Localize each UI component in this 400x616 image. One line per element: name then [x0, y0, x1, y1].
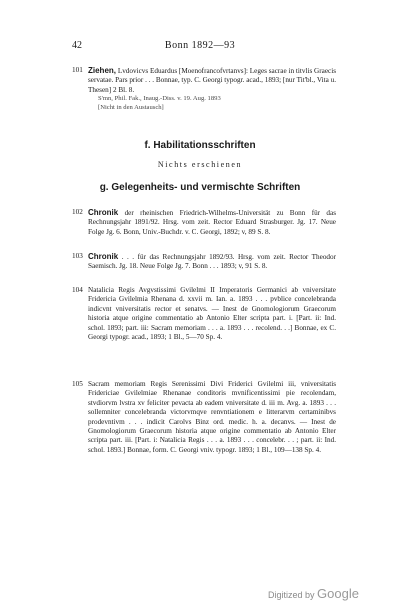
entry-text: . . . für das Rechnungsjahr 1892/93. Hrsg. vom zeit. Rector Theodor Saemisch. Jg. 18. Neue Folge Jg. 7. Bonn . . . 1893; v, 91 S. 8.	[88, 253, 337, 271]
entry-104	[72, 286, 336, 342]
entry-number: 101	[72, 66, 83, 74]
section-title: f. Habilitationsschriften	[144, 140, 256, 151]
entry-number: 104	[72, 286, 83, 294]
entry-author: Chronik	[88, 252, 119, 261]
entry-text: der rheinischen Friedrich-Wilhelms-Universität zu Bonn für das Rechnungsjahr 1891/92. Hrsg. vom zeit. Rector Eduard Strasburger. Jg. 17. Neue Folge Jg. 6. Bonn, Univ.-Buchdr. v. C. Georgi, 1892; v, 89 S. 8.	[88, 209, 336, 236]
entry-number: 103	[72, 252, 83, 260]
entry-102	[72, 208, 336, 237]
section-subtitle: Nichts erschienen	[157, 160, 243, 169]
watermark-prefix: Digitized by	[268, 590, 315, 600]
entry-number: 105	[72, 380, 83, 388]
digitization-watermark	[268, 586, 359, 601]
google-logo: Google	[317, 586, 359, 601]
entry-note: [Nicht in den Austausch]	[98, 103, 164, 111]
running-title: Bonn 1892—93	[164, 40, 236, 51]
entry-author: Chronik	[88, 208, 119, 217]
entry-text: Lvdovicvs Eduardus [Moenofrancofvrtanvs]: Leges sacrae in titvlis Graecis servatae. Pars prior . . . Bonnae, typ. C. Georgi typogr. acad., 1893; [nur Tit'bl., Vita u. Thesen] 2 Bl. 8.	[88, 67, 337, 94]
entry-105	[72, 380, 336, 455]
entry-text: Natalicia Regis Avgvstissimi Gvilelmi II Imperatoris Germanici ab vniversitate Fridericia Gvilelmia Rhenana d. xxvii m. Ian. a. 1893 . . . pvblice concelebranda indicvnt vniversitatis rector et senatvs. — Inest de Gnomologiorum Graecorum historia atque origine commentatio ab Antonio Elter scripta part. i. [Part. ii: Ind. schol. 1893; part. iii: Sacram memoriam . . . a. 1893 . . . recolend. . .] Bonnae, ex C. Georgi typogr. acad., 1893; 1 Bl., 5—70 Sp. 4.	[88, 286, 336, 342]
entry-author: Ziehen,	[88, 66, 117, 75]
entry-note: S'mn, Phil. Fak., Inaug.-Diss. v. 19. Aug. 1893	[98, 95, 221, 103]
entry-text: Sacram memoriam Regis Serenissimi Divi Friderici Gvilelmi iii, vniversitatis Fridericiae Gvilelmiae Rhenanae conditoris mvnificentissimi pie recolendam, stvdiorvm lvstra xv feliciter pevacta ab eadem vniversitate d. iii m. Avg. a. 1893 . . . sollemniter concelebranda victorvmqve renvntiationem e litterarvm certaminibvs prodevntivm . . . indicit Carolvs Binz ord. medic. h. a. decanvs. — Inest de Gnomologiorum Graecorum historia atque origine commentatio ab Antonio Elter scripta part. iii. [Part. i: Natalicia Regis . . . a. 1893 . . . concelebr. . . ; part. ii: Ind. schol. 1893.] Bonnae, form. C. Georgi vniv. typogr. 1893; 1 Bl., 109—138 Sp. 4.	[88, 380, 336, 454]
section-title: g. Gelegenheits- und vermischte Schriften	[99, 182, 301, 193]
page-header	[0, 40, 400, 54]
entry-103	[72, 252, 336, 272]
entry-101	[72, 66, 336, 112]
entry-number: 102	[72, 208, 83, 216]
page-number: 42	[72, 40, 82, 51]
